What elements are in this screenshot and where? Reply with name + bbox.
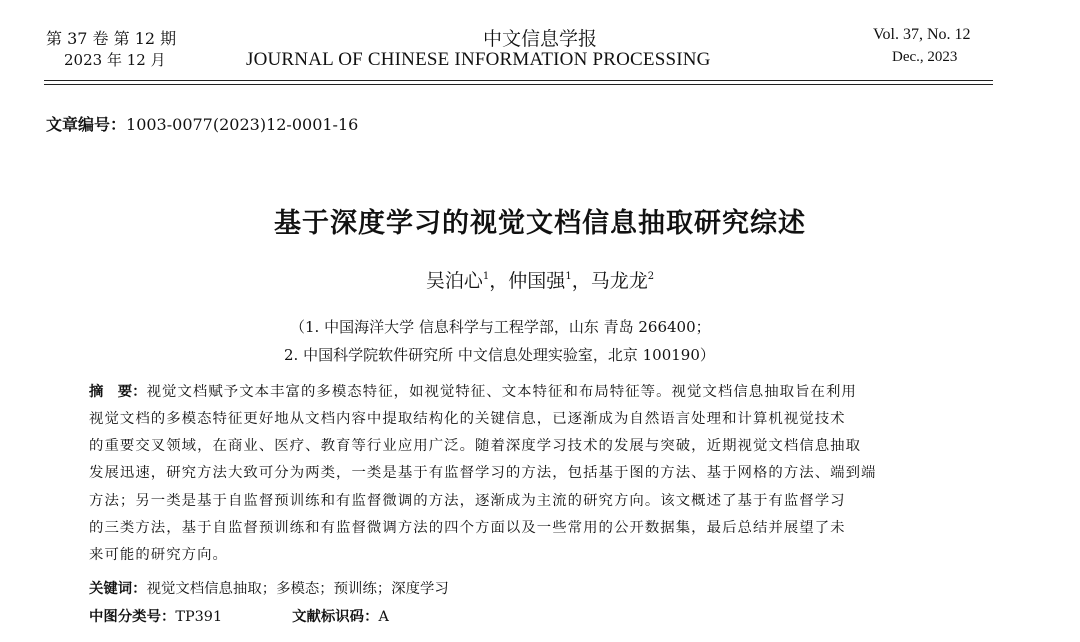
journal-title-cn: 中文信息学报 xyxy=(482,28,597,50)
affiliation-line: （1. 中国海洋大学 信息科学与工程学部，山东 青岛 266400； xyxy=(290,318,711,336)
author-name: 吴泊心 xyxy=(425,270,483,292)
clc-label: 中图分类号： xyxy=(89,609,176,625)
article-number-value: 1003-0077(2023)12-0001-16 xyxy=(126,115,359,134)
journal-title-en: JOURNAL OF CHINESE INFORMATION PROCESSING xyxy=(246,49,711,70)
author-affiliation-mark: 1 xyxy=(565,271,572,282)
date-en: Dec., 2023 xyxy=(892,49,958,65)
abstract-line: 的三类方法，基于自监督预训练和有监督微调方法的四个方面以及一些常用的公开数据集，最后总结并展望了未 xyxy=(89,520,846,536)
keywords-label: 关键词： xyxy=(89,581,147,597)
abstract-line xyxy=(89,380,857,401)
abstract-line: 的重要交叉领域，在商业、医疗、教育等行业应用广泛。随着深度学习技术的发展与突破，近期视觉文档信息抽取 xyxy=(89,438,862,454)
keywords-value: 视觉文档信息抽取；多模态；预训练；深度学习 xyxy=(146,581,449,597)
abstract-text: 视觉文档赋予文本丰富的多模态特征，如视觉特征、文本特征和布局特征等。视觉文档信息抽取旨在利用 xyxy=(146,384,857,400)
classification xyxy=(89,605,389,626)
article-number-label: 文章编号： xyxy=(46,115,127,134)
header-rule-top xyxy=(44,80,993,81)
volume-issue-cn: 第 37 卷 第 12 期 xyxy=(46,29,177,48)
doc-code-label: 文献标识码： xyxy=(292,609,379,625)
keywords xyxy=(89,577,449,598)
volume-issue-en: Vol. 37, No. 12 xyxy=(873,26,971,43)
doc-code-value: A xyxy=(378,609,389,625)
author-list xyxy=(0,266,1080,293)
affiliation-line: 2. 中国科学院软件研究所 中文信息处理实验室，北京 100190） xyxy=(284,346,715,364)
abstract-label: 摘 要： xyxy=(89,384,147,400)
clc-value: TP391 xyxy=(175,609,223,625)
author-affiliation-mark: 2 xyxy=(647,271,655,282)
abstract-line: 视觉文档的多模态特征更好地从文档内容中提取结构化的关键信息，已逐渐成为自然语言处理和计算机视觉技术 xyxy=(89,411,846,427)
author-separator: ， xyxy=(571,270,591,292)
author-name: 仲国强 xyxy=(508,270,566,292)
abstract-line: 方法；另一类是基于自监督预训练和有监督微调的方法，逐渐成为主流的研究方向。该文概述了基于有监督学习 xyxy=(89,493,846,509)
author-separator: ， xyxy=(489,270,509,292)
author-name: 马龙龙 xyxy=(590,270,648,292)
header-rule-bottom xyxy=(44,84,993,85)
paper-title: 基于深度学习的视觉文档信息抽取研究综述 xyxy=(274,208,806,239)
abstract-line: 发展迅速，研究方法大致可分为两类，一类是基于有监督学习的方法，包括基于图的方法、基于网格的方法、端到端 xyxy=(89,465,877,481)
article-number xyxy=(46,112,358,135)
date-cn: 2023 年 12 月 xyxy=(64,51,166,69)
author-affiliation-mark: 1 xyxy=(482,271,490,282)
abstract-line: 来可能的研究方向。 xyxy=(89,547,228,563)
